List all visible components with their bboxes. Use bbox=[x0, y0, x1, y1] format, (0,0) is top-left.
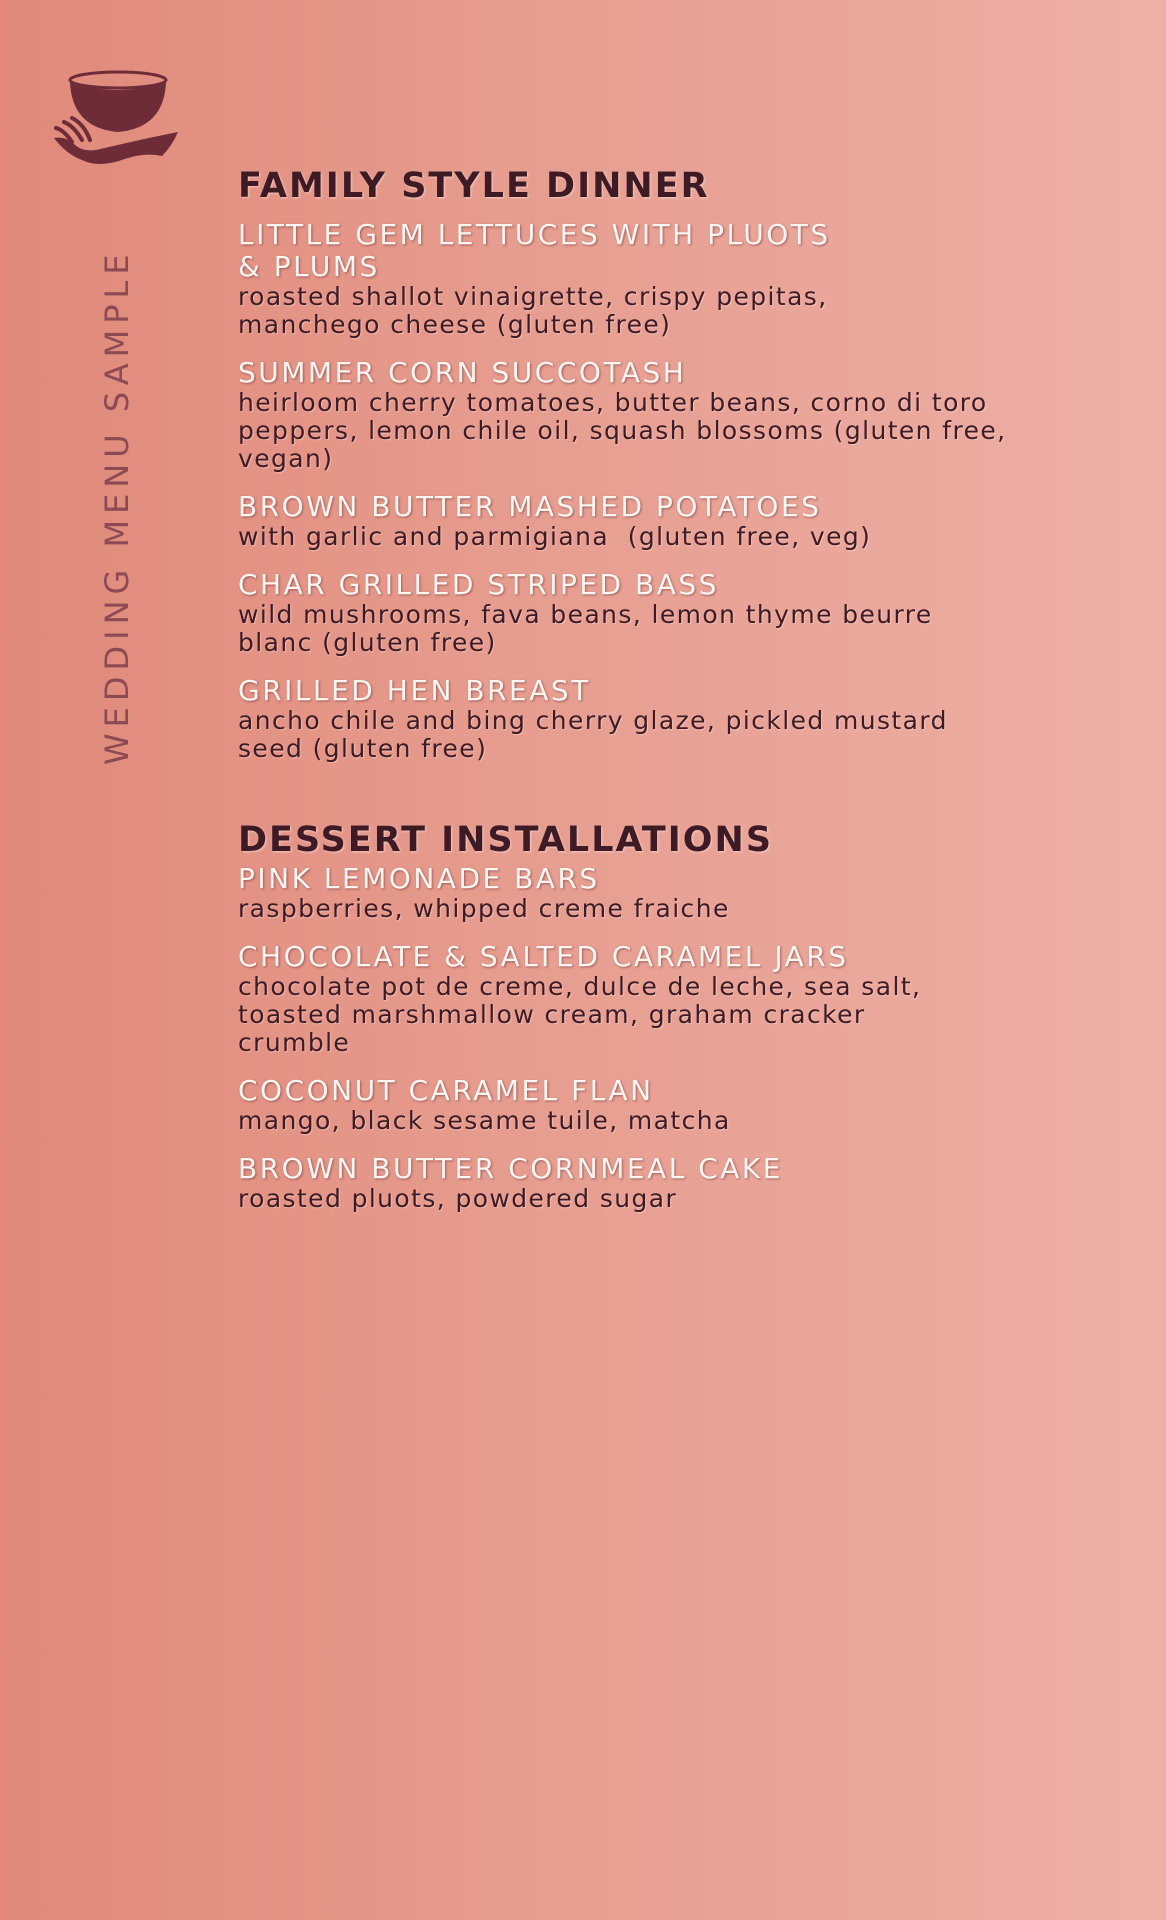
item-description: with garlic and parmigiana (gluten free, veg) bbox=[238, 522, 872, 551]
item-name: GRILLED HEN BREAST bbox=[238, 674, 591, 707]
item-description: wild mushrooms, fava beans, lemon thyme beurre blanc (gluten free) bbox=[238, 600, 933, 657]
section-title: FAMILY STYLE DINNER bbox=[238, 166, 710, 206]
menu bbox=[238, 163, 1018, 1213]
menu-items bbox=[238, 219, 1018, 763]
bowl-in-hand-icon bbox=[52, 70, 187, 165]
menu-items bbox=[238, 863, 1018, 1213]
menu-item bbox=[238, 357, 1018, 473]
menu-item bbox=[238, 941, 1018, 1057]
menu-item bbox=[238, 1153, 1018, 1213]
menu-item bbox=[238, 863, 1018, 923]
item-description: heirloom cherry tomatoes, butter beans, corno di toro peppers, lemon chile oil, squash blossoms (gluten free, vegan) bbox=[238, 388, 1007, 473]
item-name: CHAR GRILLED STRIPED BASS bbox=[238, 568, 719, 601]
menu-item bbox=[238, 219, 1018, 339]
item-description: roasted shallot vinaigrette, crispy pepitas, manchego cheese (gluten free) bbox=[238, 282, 828, 339]
side-title-text: WEDDING MENU SAMPLE bbox=[98, 248, 136, 765]
item-name: BROWN BUTTER CORNMEAL CAKE bbox=[238, 1152, 783, 1185]
section-family-style-dinner bbox=[238, 163, 1018, 763]
menu-item bbox=[238, 1075, 1018, 1135]
item-name: PINK LEMONADE BARS bbox=[238, 862, 600, 895]
section-title: DESSERT INSTALLATIONS bbox=[238, 820, 774, 860]
item-name: CHOCOLATE & SALTED CARAMEL JARS bbox=[238, 940, 849, 973]
item-name: LITTLE GEM LETTUCES WITH PLUOTS & PLUMS bbox=[238, 218, 831, 283]
menu-item bbox=[238, 569, 1018, 657]
item-description: chocolate pot de creme, dulce de leche, sea salt, toasted marshmallow cream, graham cracker crumble bbox=[238, 972, 922, 1057]
item-description: raspberries, whipped creme fraiche bbox=[238, 894, 730, 923]
item-description: mango, black sesame tuile, matcha bbox=[238, 1106, 731, 1135]
item-name: SUMMER CORN SUCCOTASH bbox=[238, 356, 687, 389]
item-name: COCONUT CARAMEL FLAN bbox=[238, 1074, 654, 1107]
item-name: BROWN BUTTER MASHED POTATOES bbox=[238, 490, 822, 523]
menu-item bbox=[238, 675, 1018, 763]
section-dessert-installations bbox=[238, 817, 1018, 1213]
item-description: ancho chile and bing cherry glaze, pickled mustard seed (gluten free) bbox=[238, 706, 948, 763]
item-description: roasted pluots, powdered sugar bbox=[238, 1184, 678, 1213]
menu-item bbox=[238, 491, 1018, 551]
